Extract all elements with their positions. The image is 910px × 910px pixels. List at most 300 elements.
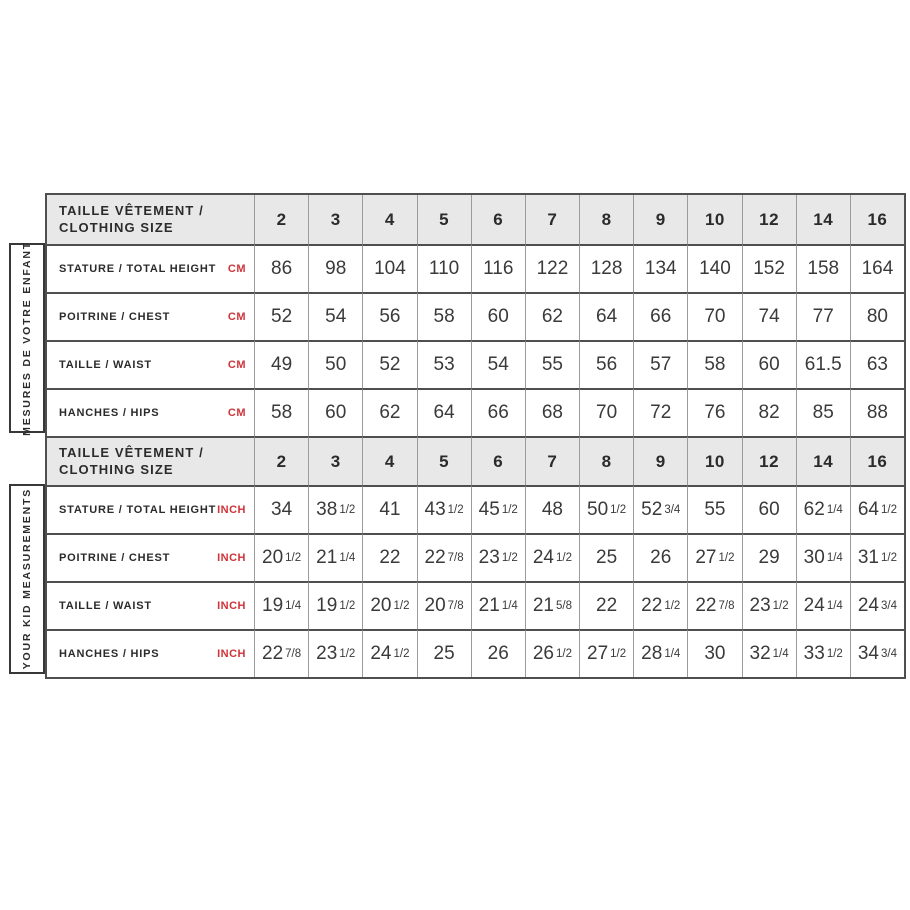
value-fraction: 1/2 — [285, 552, 302, 564]
value-whole: 152 — [753, 258, 785, 279]
value-whole: 19 — [316, 595, 338, 616]
measure-value-cell — [362, 485, 416, 533]
value-whole: 68 — [541, 402, 563, 423]
measure-value-cell — [254, 485, 308, 533]
size-column-value: 2 — [276, 209, 287, 229]
size-column-value: 5 — [439, 209, 450, 229]
value-fraction: 1/2 — [339, 648, 356, 660]
value-fraction: 1/2 — [501, 504, 518, 516]
value-whole: 52 — [379, 354, 401, 375]
measure-value-cell — [796, 533, 850, 581]
measure-row-label-cell — [47, 340, 254, 388]
size-column-header — [633, 436, 687, 485]
measure-value-cell — [254, 581, 308, 629]
measure-value-cell — [742, 485, 796, 533]
value-whole: 33 — [803, 643, 825, 664]
size-column-header — [742, 436, 796, 485]
value-whole: 45 — [478, 499, 500, 520]
measure-value-cell — [742, 388, 796, 436]
measure-value-cell — [471, 533, 525, 581]
measure-value-cell — [633, 340, 687, 388]
size-column-header — [471, 436, 525, 485]
value-fraction: 1/2 — [880, 504, 897, 516]
measure-value-cell — [525, 292, 579, 340]
measure-value-cell — [471, 485, 525, 533]
value-fraction: 1/4 — [285, 600, 302, 612]
measure-value-cell — [687, 629, 741, 677]
value-whole: 23 — [749, 595, 771, 616]
measure-value-cell — [362, 244, 416, 292]
size-column-value: 16 — [867, 209, 888, 229]
value-whole: 60 — [487, 306, 509, 327]
value-whole: 56 — [596, 354, 618, 375]
value-whole: 27 — [695, 547, 717, 568]
side-label-inch-box — [9, 484, 45, 674]
value-whole: 104 — [374, 258, 406, 279]
size-column-header — [254, 195, 308, 244]
size-column-value: 7 — [547, 451, 558, 471]
value-whole: 85 — [812, 402, 834, 423]
measure-label: STATURE / TOTAL HEIGHT — [59, 263, 217, 275]
measure-value-cell — [796, 629, 850, 677]
value-fraction: 1/2 — [447, 504, 464, 516]
value-whole: 20 — [262, 547, 284, 568]
value-whole: 77 — [812, 306, 834, 327]
value-whole: 34 — [271, 499, 293, 520]
size-column-header — [796, 436, 850, 485]
measure-value-cell — [525, 244, 579, 292]
value-whole: 23 — [478, 547, 500, 568]
measure-value-cell — [633, 388, 687, 436]
measure-value-cell — [742, 533, 796, 581]
measure-value-cell — [362, 388, 416, 436]
size-column-header — [525, 436, 579, 485]
value-whole: 22 — [379, 547, 401, 568]
value-whole: 20 — [424, 595, 446, 616]
value-whole: 34 — [857, 643, 879, 664]
measure-value-cell — [362, 340, 416, 388]
unit-label: INCH — [217, 600, 246, 612]
value-fraction: 1/2 — [610, 648, 627, 660]
size-column-value: 14 — [813, 209, 834, 229]
value-whole: 25 — [433, 643, 455, 664]
size-header-line1: TAILLE VÊTEMENT / — [59, 202, 204, 218]
size-column-header — [254, 436, 308, 485]
value-whole: 22 — [641, 595, 663, 616]
measure-value-cell — [796, 581, 850, 629]
measure-value-cell — [471, 581, 525, 629]
measure-value-cell — [687, 388, 741, 436]
value-whole: 30 — [704, 643, 726, 664]
value-whole: 52 — [641, 499, 663, 520]
measure-value-cell — [254, 292, 308, 340]
value-fraction: 1/2 — [880, 552, 897, 564]
size-column-value: 10 — [704, 209, 725, 229]
size-column-value: 3 — [330, 209, 341, 229]
value-whole: 158 — [807, 258, 840, 279]
measure-value-cell — [308, 388, 362, 436]
size-column-value: 8 — [601, 209, 612, 229]
value-whole: 32 — [749, 643, 771, 664]
measure-value-cell — [742, 340, 796, 388]
value-whole: 66 — [650, 306, 672, 327]
value-whole: 24 — [532, 547, 554, 568]
value-whole: 38 — [316, 499, 338, 520]
value-whole: 22 — [695, 595, 717, 616]
value-whole: 116 — [483, 258, 514, 279]
measure-value-cell — [742, 629, 796, 677]
measure-value-cell — [579, 533, 633, 581]
measure-value-cell — [796, 292, 850, 340]
value-fraction: 1/2 — [718, 552, 735, 564]
measure-row-label-cell — [47, 244, 254, 292]
value-fraction: 1/4 — [501, 600, 518, 612]
value-fraction: 1/2 — [339, 504, 356, 516]
value-fraction: 3/4 — [880, 648, 897, 660]
measure-value-cell — [362, 533, 416, 581]
value-fraction: 1/4 — [772, 648, 789, 660]
value-whole: 54 — [487, 354, 509, 375]
value-fraction: 5/8 — [555, 600, 572, 612]
measure-value-cell — [579, 581, 633, 629]
value-whole: 50 — [325, 354, 347, 375]
value-whole: 26 — [532, 643, 554, 664]
value-whole: 64 — [857, 499, 879, 520]
value-whole: 64 — [433, 402, 455, 423]
measure-value-cell — [254, 244, 308, 292]
size-column-header — [525, 195, 579, 244]
measure-value-cell — [850, 388, 904, 436]
value-fraction: 7/8 — [285, 648, 302, 660]
measure-value-cell — [796, 244, 850, 292]
size-column-value: 12 — [759, 209, 780, 229]
measure-value-cell — [579, 629, 633, 677]
value-whole: 66 — [487, 402, 509, 423]
value-whole: 54 — [325, 306, 347, 327]
value-fraction: 3/4 — [664, 504, 681, 516]
value-whole: 21 — [316, 547, 338, 568]
value-whole: 26 — [650, 547, 672, 568]
value-whole: 31 — [857, 547, 879, 568]
value-whole: 164 — [861, 258, 894, 279]
measure-value-cell — [850, 485, 904, 533]
value-whole: 74 — [758, 306, 780, 327]
measure-value-cell — [633, 533, 687, 581]
value-whole: 122 — [536, 258, 569, 279]
measure-row-label-cell — [47, 533, 254, 581]
measure-value-cell — [417, 292, 471, 340]
value-whole: 53 — [433, 354, 455, 375]
measure-label: STATURE / TOTAL HEIGHT — [59, 504, 217, 516]
value-fraction: 1/2 — [501, 552, 518, 564]
measure-value-cell — [850, 292, 904, 340]
size-column-header — [417, 436, 471, 485]
size-column-value: 5 — [439, 451, 450, 471]
measure-label: TAILLE / WAIST — [59, 600, 152, 612]
measure-value-cell — [850, 533, 904, 581]
measure-row-label-cell — [47, 581, 254, 629]
measure-value-cell — [687, 533, 741, 581]
size-column-header — [796, 195, 850, 244]
value-whole: 110 — [428, 258, 460, 279]
measure-value-cell — [254, 629, 308, 677]
value-fraction: 3/4 — [880, 600, 897, 612]
measure-value-cell — [633, 581, 687, 629]
measure-value-cell — [254, 388, 308, 436]
value-whole: 55 — [704, 499, 726, 520]
size-column-value: 3 — [330, 451, 341, 471]
value-whole: 60 — [325, 402, 347, 423]
size-column-header — [362, 436, 416, 485]
measure-value-cell — [579, 292, 633, 340]
value-whole: 52 — [271, 306, 293, 327]
measure-label: HANCHES / HIPS — [59, 648, 160, 660]
value-whole: 43 — [424, 499, 446, 520]
measure-value-cell — [308, 485, 362, 533]
unit-label: CM — [227, 311, 246, 323]
value-whole: 25 — [596, 547, 618, 568]
measure-value-cell — [471, 388, 525, 436]
size-column-header — [579, 195, 633, 244]
measure-value-cell — [308, 244, 362, 292]
value-fraction: 1/2 — [772, 600, 789, 612]
measure-label: HANCHES / HIPS — [59, 407, 160, 419]
measure-value-cell — [308, 581, 362, 629]
measure-row-label-cell — [47, 388, 254, 436]
value-fraction: 1/2 — [339, 600, 356, 612]
measure-value-cell — [742, 292, 796, 340]
size-column-header — [579, 436, 633, 485]
measure-value-cell — [308, 629, 362, 677]
measure-value-cell — [471, 292, 525, 340]
value-fraction: 7/8 — [718, 600, 735, 612]
measure-value-cell — [579, 485, 633, 533]
measure-value-cell — [796, 340, 850, 388]
value-fraction: 1/2 — [555, 552, 572, 564]
size-column-value: 12 — [759, 451, 780, 471]
value-whole: 76 — [704, 402, 726, 423]
measure-value-cell — [633, 485, 687, 533]
size-column-value: 4 — [384, 209, 395, 229]
measure-label: POITRINE / CHEST — [59, 311, 171, 323]
measure-value-cell — [525, 629, 579, 677]
value-whole: 20 — [370, 595, 392, 616]
value-whole: 21 — [478, 595, 500, 616]
value-whole: 62 — [379, 402, 401, 423]
size-column-value: 8 — [601, 451, 612, 471]
unit-label: CM — [227, 263, 246, 275]
size-column-value: 16 — [867, 451, 888, 471]
value-whole: 56 — [379, 306, 401, 327]
measure-value-cell — [308, 292, 362, 340]
measure-value-cell — [850, 244, 904, 292]
measure-value-cell — [417, 340, 471, 388]
value-whole: 134 — [644, 258, 677, 279]
size-column-header — [850, 436, 904, 485]
value-whole: 88 — [866, 402, 888, 423]
measure-value-cell — [417, 244, 471, 292]
size-column-value: 6 — [493, 451, 504, 471]
value-whole: 62 — [541, 306, 563, 327]
measure-value-cell — [471, 340, 525, 388]
measure-value-cell — [471, 244, 525, 292]
value-whole: 24 — [370, 643, 392, 664]
side-label-inch-text: YOUR KID MEASUREMENTS — [21, 488, 33, 670]
size-column-value: 9 — [655, 209, 666, 229]
value-whole: 98 — [325, 258, 347, 279]
measure-value-cell — [525, 533, 579, 581]
measure-row-label-cell — [47, 485, 254, 533]
value-fraction: 1/4 — [826, 504, 843, 516]
value-whole: 24 — [803, 595, 825, 616]
value-whole: 58 — [271, 402, 293, 423]
size-column-header — [742, 195, 796, 244]
side-label-cm-text: MESURES DE VOTRE ENFANT — [21, 240, 33, 436]
measure-value-cell — [417, 533, 471, 581]
size-column-value: 10 — [704, 451, 725, 471]
value-whole: 80 — [866, 306, 888, 327]
size-header-line1: TAILLE VÊTEMENT / — [59, 444, 204, 460]
value-whole: 63 — [866, 354, 888, 375]
value-fraction: 1/2 — [610, 504, 627, 516]
value-whole: 60 — [758, 354, 780, 375]
measure-value-cell — [254, 533, 308, 581]
measure-row-label-cell — [47, 292, 254, 340]
value-whole: 60 — [758, 499, 780, 520]
unit-label: CM — [227, 407, 246, 419]
value-whole: 29 — [758, 547, 780, 568]
value-fraction: 1/2 — [826, 648, 843, 660]
measure-value-cell — [796, 485, 850, 533]
size-header-line2: CLOTHING SIZE — [59, 461, 174, 477]
unit-label: INCH — [217, 504, 246, 516]
value-fraction: 1/4 — [339, 552, 356, 564]
measure-value-cell — [742, 581, 796, 629]
measure-value-cell — [742, 244, 796, 292]
measure-value-cell — [633, 292, 687, 340]
measure-value-cell — [417, 388, 471, 436]
value-fraction: 1/2 — [664, 600, 681, 612]
size-chart-table — [45, 193, 906, 679]
measure-value-cell — [525, 581, 579, 629]
value-whole: 58 — [433, 306, 455, 327]
unit-label: INCH — [217, 552, 246, 564]
measure-value-cell — [579, 388, 633, 436]
measure-value-cell — [579, 244, 633, 292]
size-column-header — [362, 195, 416, 244]
value-whole: 19 — [262, 595, 284, 616]
value-whole: 48 — [541, 499, 563, 520]
value-whole: 24 — [857, 595, 879, 616]
size-column-value: 14 — [813, 451, 834, 471]
value-whole: 28 — [641, 643, 663, 664]
measure-value-cell — [362, 292, 416, 340]
measure-value-cell — [850, 340, 904, 388]
value-fraction: 1/4 — [664, 648, 681, 660]
value-whole: 140 — [699, 258, 731, 279]
unit-label: INCH — [217, 648, 246, 660]
measure-value-cell — [687, 292, 741, 340]
size-column-header — [308, 436, 362, 485]
value-whole: 26 — [487, 643, 509, 664]
value-whole: 22 — [596, 595, 618, 616]
size-column-header — [687, 195, 741, 244]
value-fraction: 7/8 — [447, 552, 464, 564]
measure-value-cell — [362, 581, 416, 629]
unit-label: CM — [227, 359, 246, 371]
value-whole: 72 — [650, 402, 672, 423]
size-header-line2: CLOTHING SIZE — [59, 219, 174, 235]
value-fraction: 1/2 — [393, 648, 410, 660]
value-whole: 70 — [596, 402, 618, 423]
value-whole: 62 — [803, 499, 825, 520]
value-whole: 128 — [590, 258, 623, 279]
value-whole: 57 — [650, 354, 672, 375]
value-whole: 82 — [758, 402, 780, 423]
measure-value-cell — [525, 340, 579, 388]
value-whole: 30 — [803, 547, 825, 568]
value-fraction: 1/4 — [826, 600, 843, 612]
measure-value-cell — [525, 485, 579, 533]
measure-value-cell — [633, 244, 687, 292]
size-column-value: 9 — [655, 451, 666, 471]
value-whole: 49 — [271, 354, 293, 375]
measure-value-cell — [687, 340, 741, 388]
measure-value-cell — [633, 629, 687, 677]
measure-value-cell — [362, 629, 416, 677]
measure-value-cell — [308, 533, 362, 581]
value-whole: 22 — [424, 547, 446, 568]
size-column-header — [471, 195, 525, 244]
value-whole: 41 — [379, 499, 401, 520]
value-fraction: 1/2 — [555, 648, 572, 660]
measure-value-cell — [525, 388, 579, 436]
value-whole: 50 — [587, 499, 609, 520]
size-column-header — [633, 195, 687, 244]
size-column-header — [417, 195, 471, 244]
value-whole: 58 — [704, 354, 726, 375]
size-column-value: 7 — [547, 209, 558, 229]
side-label-cm-box — [9, 240, 45, 436]
measure-value-cell — [687, 485, 741, 533]
value-whole: 70 — [704, 306, 726, 327]
measure-value-cell — [471, 629, 525, 677]
measure-label: TAILLE / WAIST — [59, 359, 152, 371]
measure-value-cell — [850, 581, 904, 629]
value-whole: 27 — [587, 643, 609, 664]
value-whole: 55 — [541, 354, 563, 375]
value-fraction: 7/8 — [447, 600, 464, 612]
measure-value-cell — [417, 629, 471, 677]
size-column-header — [308, 195, 362, 244]
size-header-label-cell — [47, 195, 254, 244]
size-column-header — [687, 436, 741, 485]
measure-value-cell — [254, 340, 308, 388]
value-whole: 64 — [596, 306, 618, 327]
value-fraction: 1/4 — [826, 552, 843, 564]
measure-value-cell — [417, 485, 471, 533]
value-whole: 61.5 — [804, 354, 842, 375]
size-column-header — [850, 195, 904, 244]
value-whole: 86 — [271, 258, 293, 279]
measure-value-cell — [850, 629, 904, 677]
measure-value-cell — [687, 581, 741, 629]
value-whole: 21 — [532, 595, 554, 616]
measure-row-label-cell — [47, 629, 254, 677]
size-column-value: 2 — [276, 451, 287, 471]
measure-value-cell — [308, 340, 362, 388]
size-header-label-cell — [47, 436, 254, 485]
